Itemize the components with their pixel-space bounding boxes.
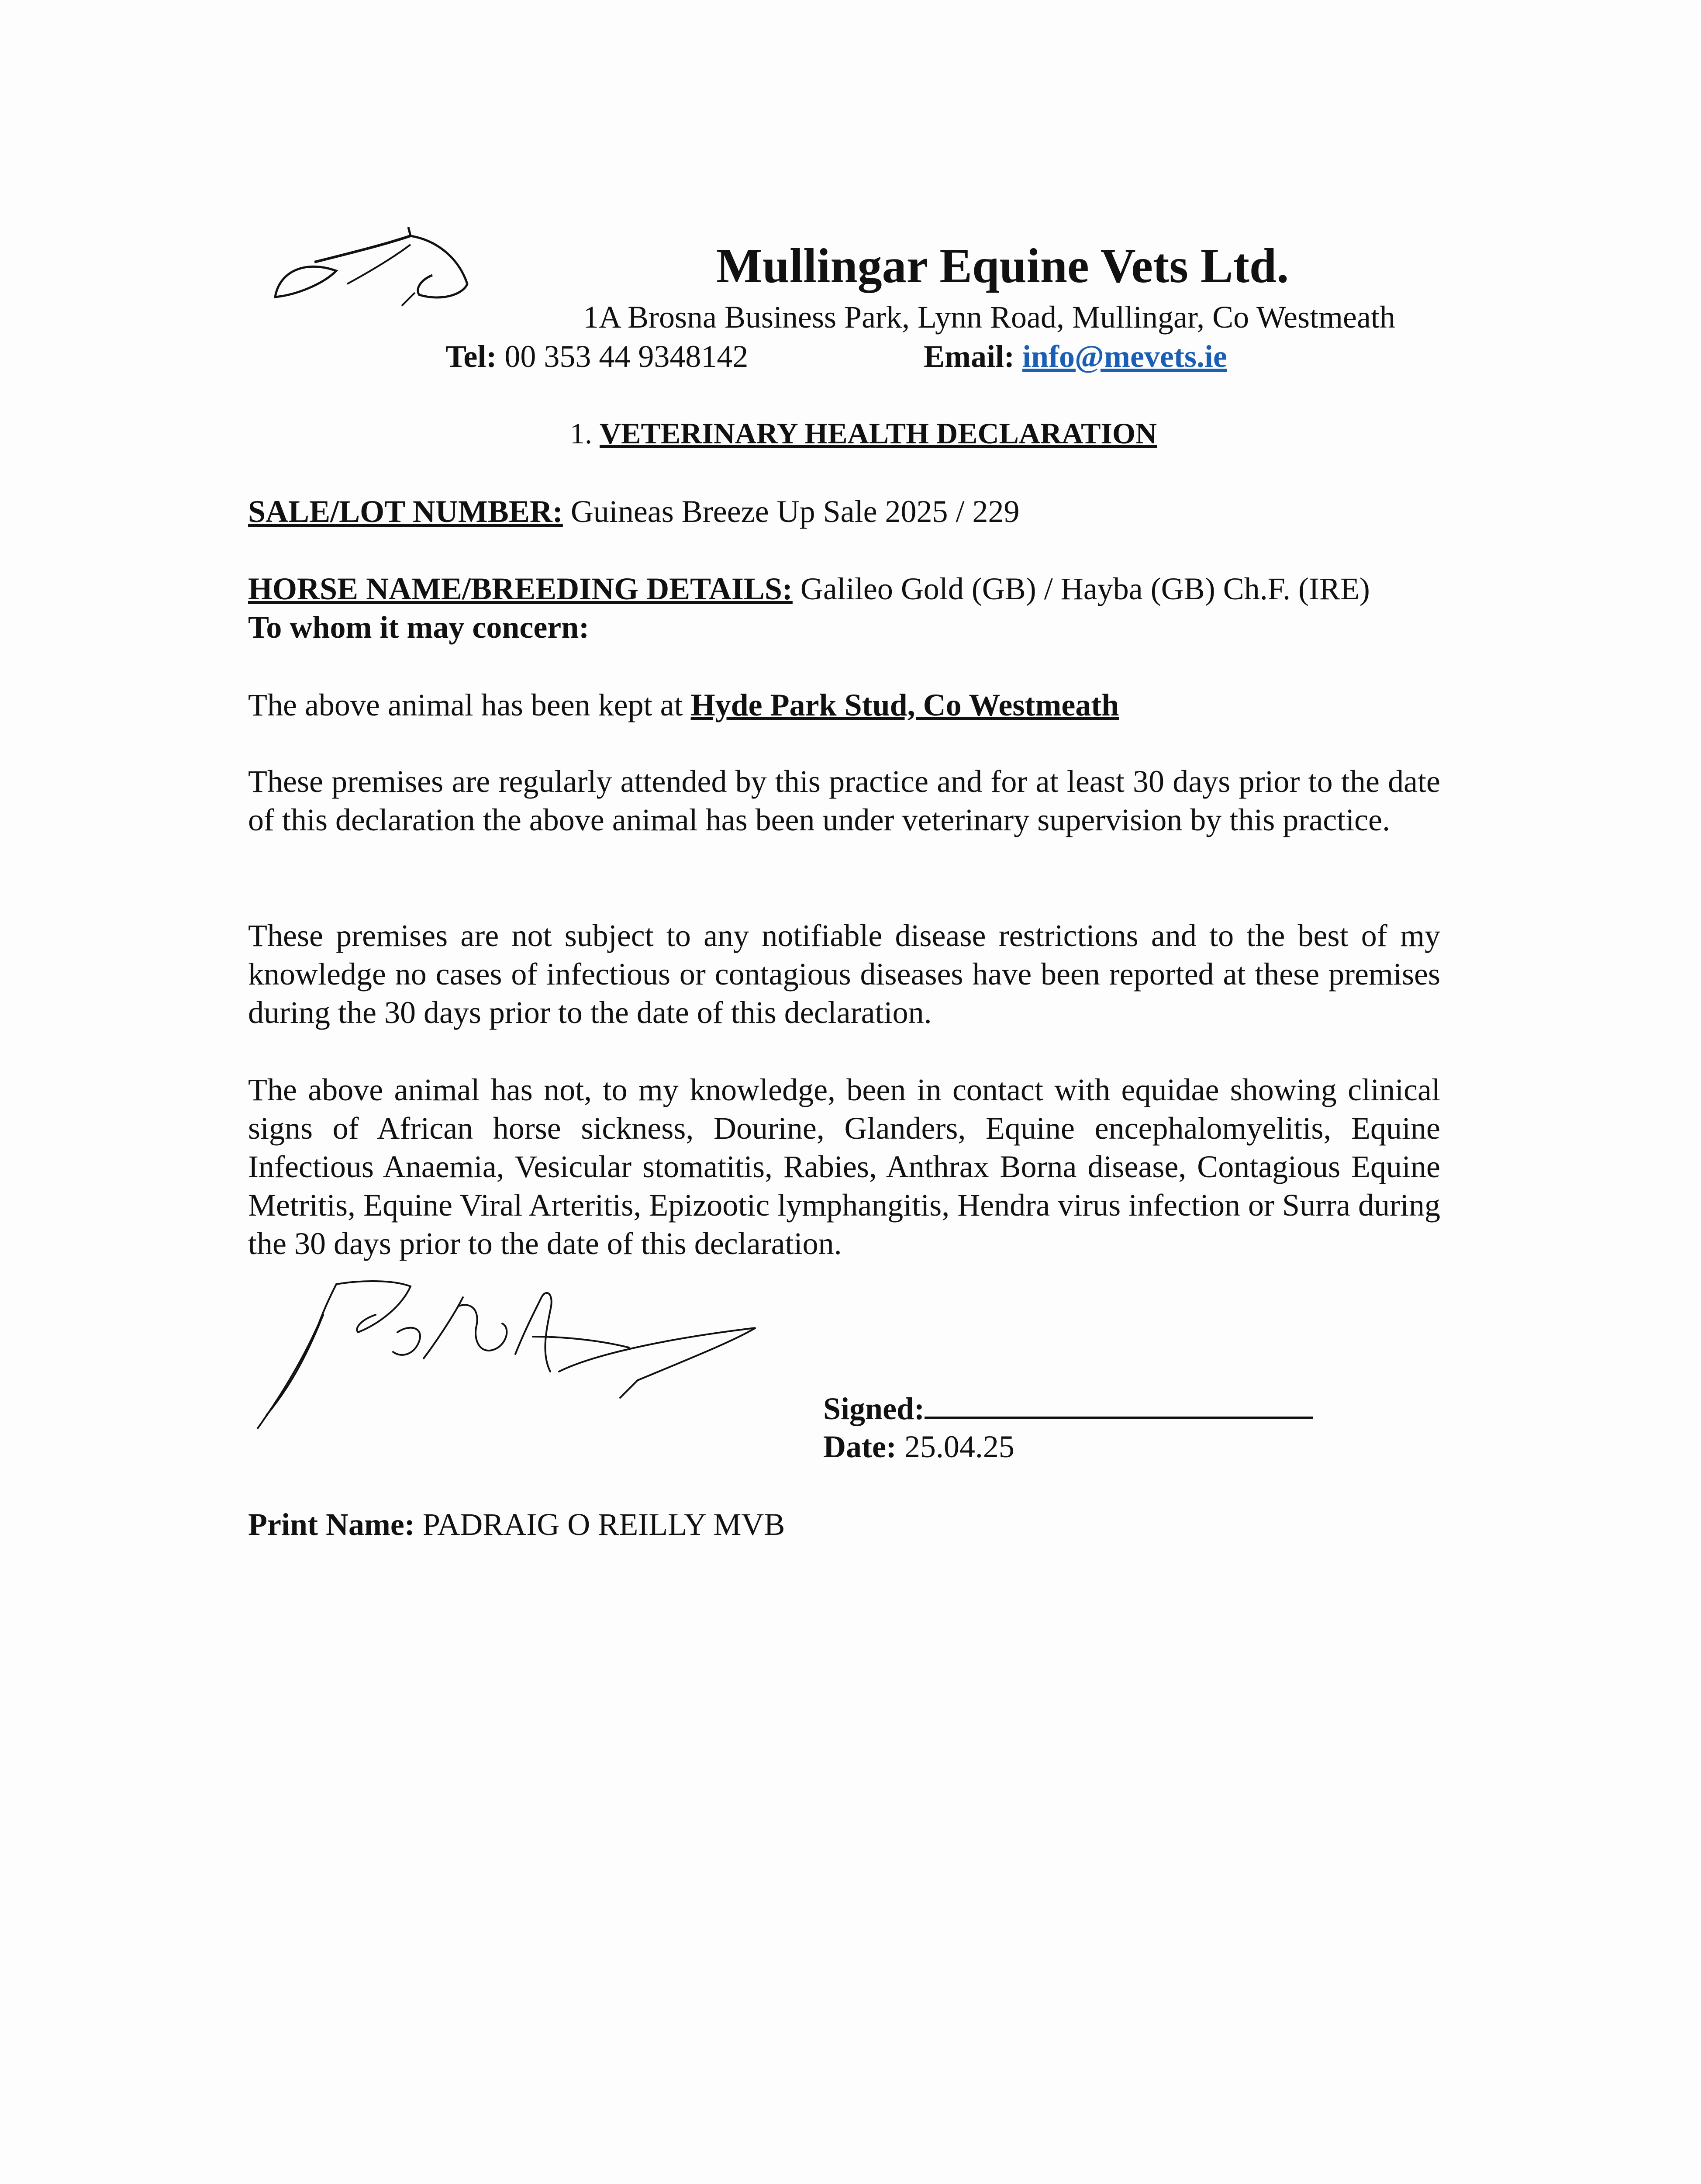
- horse-details-label: HORSE NAME/BREEDING DETAILS:: [248, 571, 793, 606]
- telephone-line: [445, 339, 748, 375]
- print-name-label: Print Name:: [248, 1507, 415, 1542]
- kept-at-prefix: The above animal has been kept at: [248, 688, 683, 722]
- email-label: Email:: [924, 339, 1014, 374]
- date-line: [823, 1429, 1014, 1465]
- date-label: Date:: [823, 1429, 897, 1464]
- horse-details-value: Galileo Gold (GB) / Hayba (GB) Ch.F. (IRE): [800, 571, 1370, 606]
- declaration-heading: [570, 416, 1157, 451]
- handwritten-signature: [253, 1271, 782, 1446]
- email-link[interactable]: info@mevets.ie: [1022, 339, 1227, 374]
- company-name: Mullingar Equine Vets Ltd.: [716, 239, 1289, 293]
- print-name-value: PADRAIG O REILLY MVB: [422, 1507, 785, 1542]
- kept-at-line: [248, 687, 1119, 723]
- signed-label: Signed:: [823, 1391, 925, 1426]
- paragraph-disease-restrictions: These premises are not subject to any notifiable disease restrictions and to the best of my knowledge no cases of infectious or contagious diseases have been reported at these premises during the 30 days prior to the date of this declaration.: [248, 918, 1440, 1030]
- kept-at-location: Hyde Park Stud, Co Westmeath: [690, 688, 1119, 722]
- sale-lot-label: SALE/LOT NUMBER:: [248, 494, 563, 529]
- declaration-number: 1.: [570, 417, 592, 450]
- sale-lot-line: [248, 494, 1020, 530]
- sale-lot-value: Guineas Breeze Up Sale 2025 / 229: [570, 494, 1020, 529]
- horse-details-line: [248, 571, 1370, 607]
- date-value: 25.04.25: [904, 1429, 1014, 1464]
- horse-logo-icon: [271, 218, 568, 323]
- company-address: 1A Brosna Business Park, Lynn Road, Mullingar, Co Westmeath: [583, 300, 1395, 335]
- signed-line: [823, 1390, 1313, 1427]
- declaration-title: VETERINARY HEALTH DECLARATION: [600, 417, 1157, 450]
- tel-label: Tel:: [445, 339, 497, 374]
- paragraph-supervision: These premises are regularly attended by this practice and for at least 30 days prior to the date of this declaration the above animal has been under veterinary supervision by this practice.: [248, 764, 1440, 837]
- tel-value: 00 353 44 9348142: [504, 339, 749, 374]
- signature-underline: [925, 1390, 1313, 1419]
- print-name-line: [248, 1507, 785, 1543]
- email-line: [924, 339, 1227, 375]
- paragraph-equidae-contact: The above animal has not, to my knowledge, been in contact with equidae showing clinical signs of African horse sickness, Dourine, Glanders, Equine encephalomyelitis, Equine Infectious Anaemia, Vesicular stomatitis, Rabies, Anthrax Borna disease, Contagious Equine Metritis, Equine Viral Arteritis, Epizootic lymphangitis, Hendra virus infection or Surra during the 30 days prior to the date of this declaration.: [248, 1072, 1440, 1261]
- salutation: To whom it may concern:: [248, 610, 590, 645]
